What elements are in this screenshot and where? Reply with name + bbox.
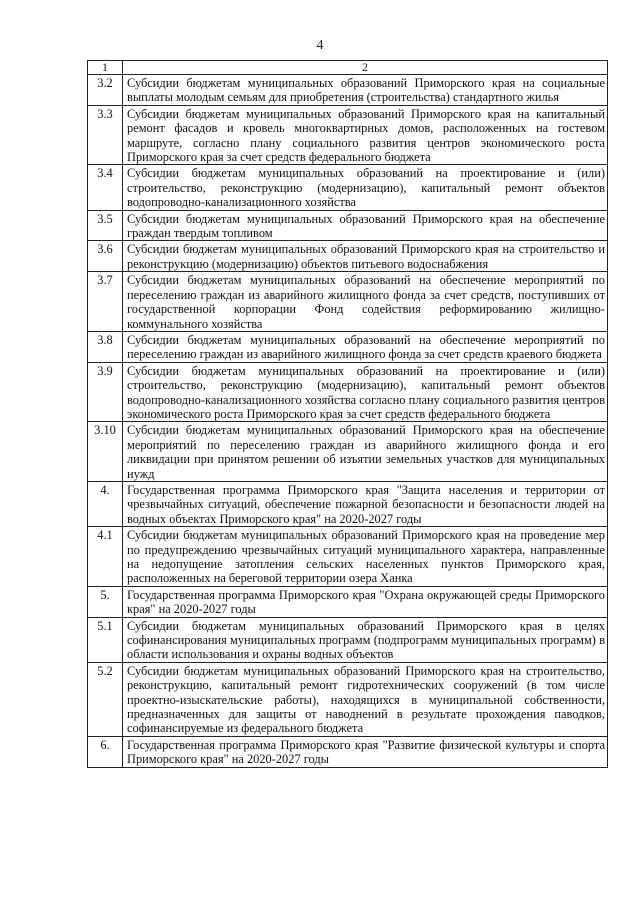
row-description: Субсидии бюджетам муниципальных образований на проектирование и (или) строительство, реконструкцию (модернизацию), капитальный ремонт объектов водопроводно-канализационного хозяйства согласно плану социального развития центров экономического роста Приморского края за счет средств федерального бюджета (123, 362, 608, 422)
table-body (88, 61, 608, 768)
table-row (88, 481, 608, 526)
table-row (88, 736, 608, 767)
table-header-row (88, 61, 608, 75)
row-description: Субсидии бюджетам муниципальных образований Приморского края на обеспечение граждан твердым топливом (123, 210, 608, 241)
row-description: Государственная программа Приморского края "Защита населения и территории от чрезвычайных ситуаций, обеспечение пожарной безопасности и безопасности людей на водных объектах Приморского края" на 2020-2027 годы (123, 481, 608, 526)
table-row (88, 165, 608, 210)
row-number: 3.10 (88, 422, 123, 482)
row-number: 3.7 (88, 272, 123, 332)
table-row (88, 586, 608, 617)
row-description: Субсидии бюджетам муниципальных образований Приморского края на строительство и реконструкцию (модернизацию) объектов питьевого водоснабжения (123, 241, 608, 272)
row-number: 3.9 (88, 362, 123, 422)
table-row (88, 210, 608, 241)
row-number: 3.6 (88, 241, 123, 272)
table-row (88, 422, 608, 482)
row-description: Государственная программа Приморского края "Охрана окружающей среды Приморского края" на 2020-2027 годы (123, 586, 608, 617)
column-header-number: 1 (88, 61, 123, 75)
row-description: Субсидии бюджетам муниципальных образований на обеспечение мероприятий по переселению граждан из аварийного жилищного фонда за счет средств краевого бюджета (123, 331, 608, 362)
row-number: 4. (88, 481, 123, 526)
row-number: 3.4 (88, 165, 123, 210)
table-row (88, 105, 608, 165)
row-description: Субсидии бюджетам муниципальных образований Приморского края на обеспечение мероприятий по переселению граждан из аварийного жилищного фонда и его ликвидации при принятом решении об изъятии земельных участков для муниципальных нужд (123, 422, 608, 482)
row-number: 3.3 (88, 105, 123, 165)
row-number: 4.1 (88, 527, 123, 587)
appendix-table (87, 60, 608, 768)
table-row (88, 272, 608, 332)
row-description: Субсидии бюджетам муниципальных образований Приморского края в целях софинансирования муниципальных программ (подпрограмм муниципальных программ) в области использования и охраны водных объектов (123, 617, 608, 662)
row-number: 6. (88, 736, 123, 767)
row-description: Государственная программа Приморского края "Развитие физической культуры и спорта Приморского края" на 2020-2027 годы (123, 736, 608, 767)
row-number: 5.2 (88, 662, 123, 736)
row-description: Субсидии бюджетам муниципальных образований Приморского края на проведение мер по предупреждению чрезвычайных ситуаций муниципального характера, направленные на недопущение затопления сельских населенных пунктов Приморского края, расположенных на береговой территории озера Ханка (123, 527, 608, 587)
table-row (88, 662, 608, 736)
row-description: Субсидии бюджетам муниципальных образований Приморского края на строительство, реконструкцию, капитальный ремонт гидротехнических сооружений (в том числе проектно-изыскательские работы), находящихся в муниципальной собственности, предназначенных для защиты от наводнений в результате прохождения паводков, софинансируемые из федерального бюджета (123, 662, 608, 736)
row-number: 3.5 (88, 210, 123, 241)
row-number: 5. (88, 586, 123, 617)
row-description: Субсидии бюджетам муниципальных образований на обеспечение мероприятий по переселению граждан из аварийного жилищного фонда за счет средств, поступивших от государственной корпорации Фонд содействия реформированию жилищно-коммунального хозяйства (123, 272, 608, 332)
row-description: Субсидии бюджетам муниципальных образований Приморского края на социальные выплаты молодым семьям для приобретения (строительства) стандартного жилья (123, 75, 608, 106)
table-row (88, 617, 608, 662)
table-row (88, 362, 608, 422)
row-number: 3.8 (88, 331, 123, 362)
row-number: 5.1 (88, 617, 123, 662)
row-description: Субсидии бюджетам муниципальных образований Приморского края на капитальный ремонт фасадов и кровель многоквартирных домов, расположенных на гостевом маршруте, согласно плану социального развития центров экономического роста Приморского края за счет средств федерального бюджета (123, 105, 608, 165)
row-number: 3.2 (88, 75, 123, 106)
table-row (88, 241, 608, 272)
page-number: 4 (316, 38, 324, 53)
table-row (88, 331, 608, 362)
row-description: Субсидии бюджетам муниципальных образований на проектирование и (или) строительство, реконструкцию (модернизацию), капитальный ремонт объектов водопроводно-канализационного хозяйства (123, 165, 608, 210)
column-header-description: 2 (123, 61, 608, 75)
table-row (88, 527, 608, 587)
table-row (88, 75, 608, 106)
